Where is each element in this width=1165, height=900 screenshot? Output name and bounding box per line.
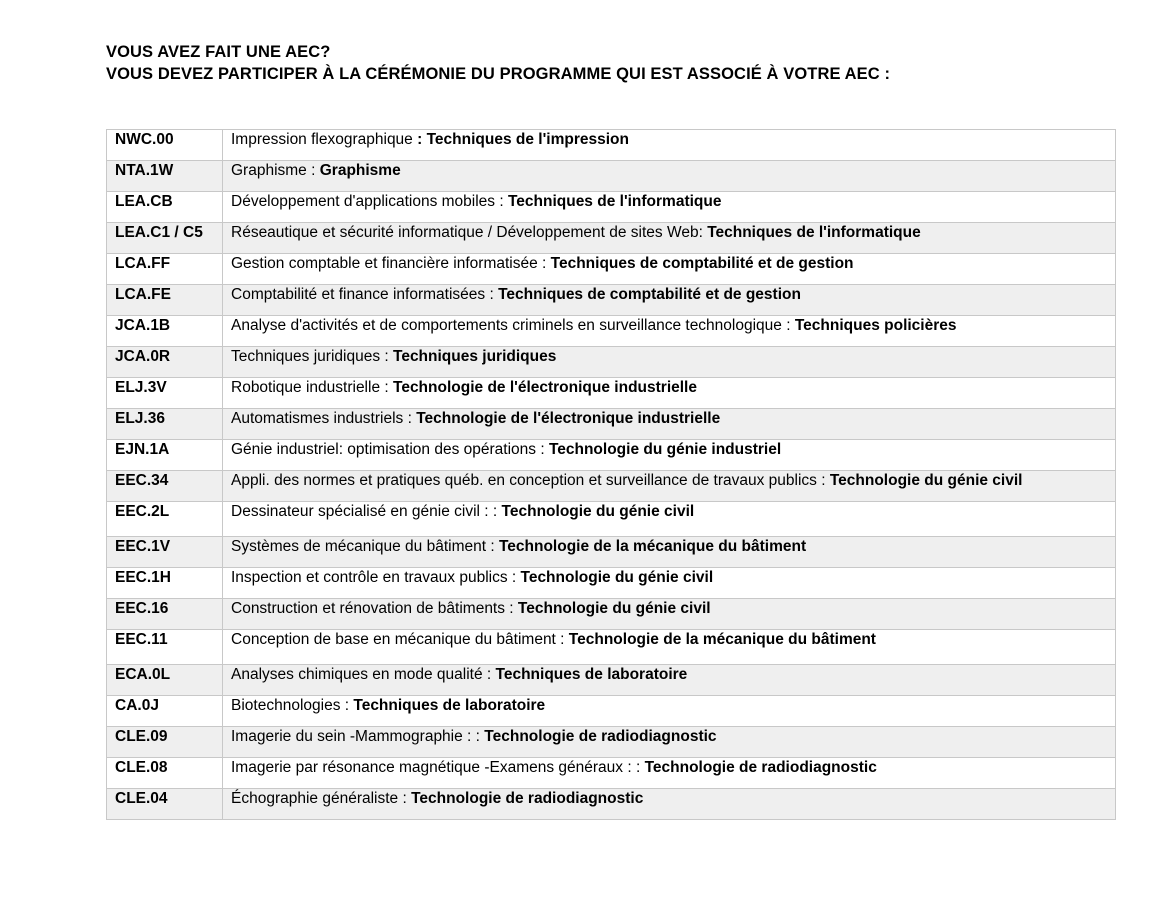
program-separator: : (555, 631, 569, 648)
table-row (107, 727, 1116, 758)
table-row (107, 696, 1116, 727)
program-code: LEA.C1 / C5 (107, 223, 223, 254)
program-separator: : (485, 286, 499, 303)
program-department: Technologie de radiodiagnostic (644, 759, 877, 776)
program-code: EEC.1H (107, 568, 223, 599)
program-code: LCA.FF (107, 254, 223, 285)
program-name: Dessinateur spécialisé en génie civil (231, 503, 480, 520)
program-department: Techniques de l'informatique (507, 193, 722, 210)
table-row (107, 789, 1116, 820)
program-department: Techniques policières (794, 317, 957, 334)
program-code: EEC.2L (107, 502, 223, 537)
aec-program-table (106, 129, 1116, 820)
program-description (223, 599, 1116, 630)
program-name: Automatismes industriels (231, 410, 404, 427)
table-row (107, 758, 1116, 789)
program-separator: : (698, 224, 708, 241)
program-code: EEC.16 (107, 599, 223, 630)
table-row (107, 630, 1116, 665)
program-separator: : (781, 317, 795, 334)
program-separator: : : (623, 759, 645, 776)
program-department: Techniques de l'informatique (707, 224, 921, 241)
program-separator: : (482, 666, 496, 683)
program-name: Systèmes de mécanique du bâtiment (231, 538, 487, 555)
program-name: Réseautique et sécurité informatique / Développement de sites Web (231, 224, 699, 241)
program-code: EEC.34 (107, 471, 223, 502)
table-row (107, 537, 1116, 568)
table-row (107, 192, 1116, 223)
program-department: Techniques de laboratoire (353, 697, 546, 714)
program-separator: : (507, 569, 521, 586)
program-description (223, 316, 1116, 347)
program-code: ECA.0L (107, 665, 223, 696)
program-separator: : : (480, 503, 502, 520)
heading-line-1: VOUS AVEZ FAIT UNE AEC? (106, 43, 331, 61)
program-separator: : (816, 472, 830, 489)
table-row (107, 378, 1116, 409)
heading-line-2: VOUS DEVEZ PARTICIPER À LA CÉRÉMONIE DU PROGRAMME QUI EST ASSOCIÉ À VOTRE AEC : (106, 65, 891, 83)
program-department: Techniques de comptabilité et de gestion (498, 286, 801, 303)
program-description (223, 130, 1116, 161)
program-code: LCA.FE (107, 285, 223, 316)
program-department: Technologie du génie civil (829, 472, 1023, 489)
program-separator: : (412, 131, 427, 148)
program-name: Techniques juridiques (231, 348, 381, 365)
program-department: Technologie de radiodiagnostic (411, 790, 644, 807)
program-department: Technologie de la mécanique du bâtiment (498, 538, 807, 555)
program-name: Imagerie par résonance magnétique -Examens généraux (231, 759, 624, 776)
program-description (223, 727, 1116, 758)
table-row (107, 347, 1116, 378)
program-code: CLE.08 (107, 758, 223, 789)
program-code: NTA.1W (107, 161, 223, 192)
program-separator: : (495, 193, 508, 210)
program-description (223, 665, 1116, 696)
table-row (107, 440, 1116, 471)
program-department: Technologie de l'électronique industrielle (393, 379, 697, 396)
program-separator: : (536, 441, 549, 458)
program-department: Techniques de l'impression (426, 131, 629, 148)
program-department: Technologie du génie industriel (548, 441, 782, 458)
program-description (223, 502, 1116, 537)
program-separator: : (380, 379, 393, 396)
table-row (107, 316, 1116, 347)
program-separator: : (340, 697, 354, 714)
page-heading (106, 41, 890, 85)
table-row (107, 665, 1116, 696)
program-description (223, 537, 1116, 568)
program-separator: : (306, 162, 320, 179)
program-code: CLE.04 (107, 789, 223, 820)
table-row (107, 285, 1116, 316)
program-code: EEC.11 (107, 630, 223, 665)
program-name: Échographie généraliste (231, 790, 399, 807)
program-name: Construction et rénovation de bâtiments (231, 600, 505, 617)
program-department: Technologie de l'électronique industrielle (416, 410, 721, 427)
program-name: Analyse d'activités et de comportements criminels en surveillance technologique (231, 317, 782, 334)
table-row (107, 223, 1116, 254)
program-description (223, 409, 1116, 440)
program-name: Robotique industrielle (231, 379, 381, 396)
program-description (223, 192, 1116, 223)
program-description (223, 758, 1116, 789)
program-separator: : (486, 538, 499, 555)
program-code: JCA.1B (107, 316, 223, 347)
program-name: Génie industriel: optimisation des opérations (231, 441, 537, 458)
program-name: Appli. des normes et pratiques québ. en conception et surveillance de travaux publics (231, 472, 817, 489)
program-code: JCA.0R (107, 347, 223, 378)
program-department: Techniques de comptabilité et de gestion (550, 255, 854, 272)
program-description (223, 471, 1116, 502)
program-separator: : (505, 600, 518, 617)
program-separator: : (537, 255, 551, 272)
program-code: EJN.1A (107, 440, 223, 471)
program-description (223, 161, 1116, 192)
program-department: Technologie de la mécanique du bâtiment (568, 631, 876, 648)
program-description (223, 285, 1116, 316)
program-description (223, 568, 1116, 599)
program-name: Développement d'applications mobiles (231, 193, 496, 210)
program-description (223, 378, 1116, 409)
program-department: Technologie du génie civil (520, 569, 714, 586)
table-row (107, 409, 1116, 440)
program-code: CLE.09 (107, 727, 223, 758)
program-separator: : (403, 410, 417, 427)
program-name: Comptabilité et finance informatisées (231, 286, 486, 303)
program-code: NWC.00 (107, 130, 223, 161)
table-row (107, 568, 1116, 599)
program-name: Impression flexographique (231, 131, 413, 148)
program-department: Techniques de laboratoire (495, 666, 688, 683)
program-description (223, 223, 1116, 254)
program-code: CA.0J (107, 696, 223, 727)
program-description (223, 347, 1116, 378)
program-name: Graphisme (231, 162, 307, 179)
program-name: Biotechnologies (231, 697, 341, 714)
program-code: EEC.1V (107, 537, 223, 568)
program-name: Gestion comptable et financière informatisée (231, 255, 538, 272)
program-code: ELJ.3V (107, 378, 223, 409)
program-code: LEA.CB (107, 192, 223, 223)
table-row (107, 161, 1116, 192)
program-description (223, 696, 1116, 727)
program-department: Techniques juridiques (393, 348, 557, 365)
program-description (223, 440, 1116, 471)
program-separator: : (380, 348, 393, 365)
program-description (223, 630, 1116, 665)
program-separator: : (398, 790, 412, 807)
program-name: Imagerie du sein -Mammographie (231, 728, 463, 745)
program-name: Conception de base en mécanique du bâtiment (231, 631, 556, 648)
program-description (223, 254, 1116, 285)
program-department: Technologie de radiodiagnostic (484, 728, 717, 745)
program-description (223, 789, 1116, 820)
program-department: Graphisme (319, 162, 401, 179)
program-rows (107, 130, 1116, 820)
table-row (107, 599, 1116, 630)
program-department: Technologie du génie civil (501, 503, 695, 520)
program-name: Analyses chimiques en mode qualité (231, 666, 483, 683)
table-row (107, 502, 1116, 537)
table-row (107, 130, 1116, 161)
program-separator: : : (462, 728, 485, 745)
table-row (107, 254, 1116, 285)
program-name: Inspection et contrôle en travaux publics (231, 569, 508, 586)
table-row (107, 471, 1116, 502)
program-code: ELJ.36 (107, 409, 223, 440)
program-department: Technologie du génie civil (517, 600, 711, 617)
